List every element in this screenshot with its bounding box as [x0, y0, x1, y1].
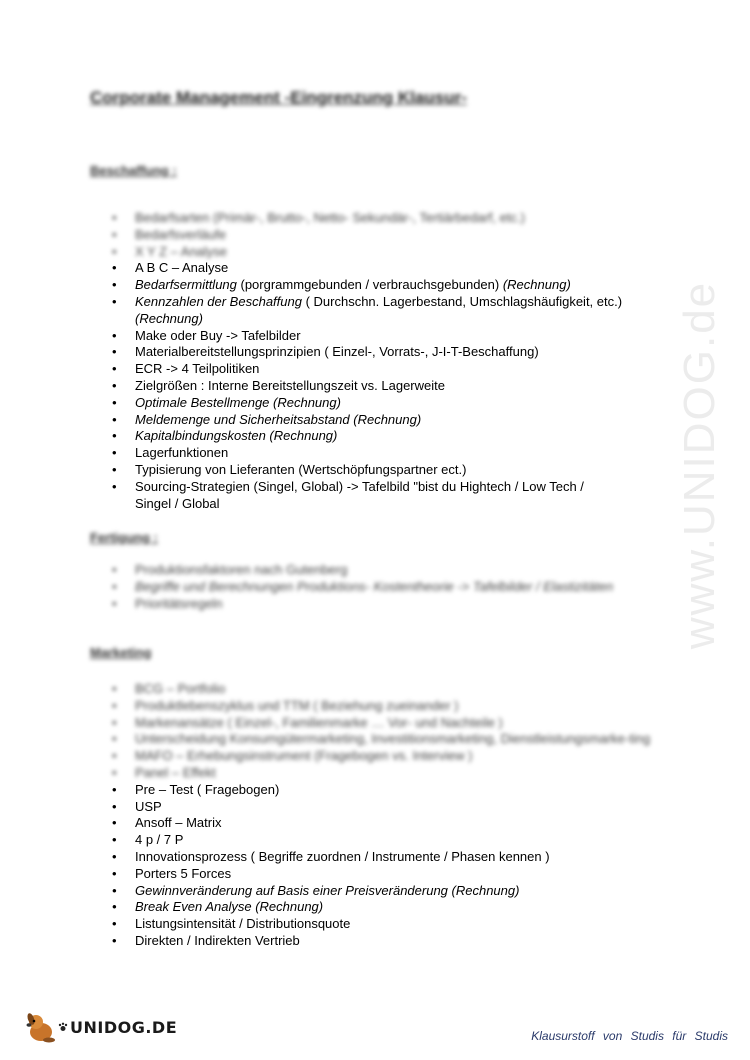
list-item: • Gewinnveränderung auf Basis einer Preisveränderung (Rechnung) — [90, 883, 710, 900]
list-item: • Listungsintensität / Distributionsquote — [90, 916, 710, 933]
list-item: • Prioritätsregeln — [90, 596, 710, 613]
list-item: • Break Even Analyse (Rechnung) — [90, 899, 710, 916]
list-item: • X Y Z – Analyse — [90, 244, 710, 261]
list-item: • Meldemenge und Sicherheitsabstand (Rechnung) — [90, 412, 710, 429]
list-item: • A B C – Analyse — [90, 260, 710, 277]
list-item: • Sourcing-Strategien (Singel, Global) -> Tafelbild "bist du Hightech / Low Tech / Singel / Global — [90, 479, 710, 513]
section-heading-fertigung: Fertigung : — [90, 530, 158, 545]
list-item: • Produktlebenszyklus und TTM ( Beziehung zueinander ) — [90, 698, 710, 715]
list-item-detail: ( Durchschn. Lagerbestand, Umschlagshäufigkeit, etc.) — [301, 293, 623, 309]
list-item: • Typisierung von Lieferanten (Wertschöpfungspartner ect.) — [90, 462, 710, 479]
marketing-list — [90, 681, 710, 950]
list-item: • Panel – Effekt — [90, 765, 710, 782]
list-item: • Unterscheidung Konsumgütermarketing, Investitionsmarketing, Dienstleistungsmarke-ting — [90, 731, 710, 748]
section-heading-marketing: Marketing — [90, 645, 152, 660]
list-item: • Markenansätze ( Einzel-, Familienmarke … Vor- und Nachteile ) — [90, 715, 710, 732]
list-item: • Bedarfsverläufe — [90, 227, 710, 244]
list-item-detail: (porgrammgebunden / verbrauchsgebunden) — [236, 277, 503, 293]
list-item: • Lagerfunktionen — [90, 445, 710, 462]
list-item: • Innovationsprozess ( Begriffe zuordnen / Instrumente / Phasen kennen ) — [90, 849, 710, 866]
list-item: • Zielgrößen : Interne Bereitstellungszeit vs. Lagerweite — [90, 378, 710, 395]
logo-text: UNIDOG.DE — [70, 1017, 178, 1037]
beschaffung-list — [90, 210, 710, 512]
list-item-note: (Rechnung) — [135, 310, 203, 326]
list-item: • Bedarfsarten (Primär-, Brutto-, Netto- Sekundär-, Tertiärbedarf, etc.) — [90, 210, 710, 227]
unidog-logo — [24, 1010, 177, 1044]
list-item: • Begriffe und Berechnungen Produktions- Kostentheorie -> Tafelbilder / Elastizitäten — [90, 579, 710, 596]
list-item: • Make oder Buy -> Tafelbilder — [90, 328, 710, 345]
footer-tagline: Klausurstoff von Studis für Studis — [531, 1029, 728, 1043]
list-item: • Materialbereitstellungsprinzipien ( Einzel-, Vorrats-, J-I-T-Beschaffung) — [90, 344, 710, 361]
list-item: • ECR -> 4 Teilpolitiken — [90, 361, 710, 378]
list-item: • Direkten / Indirekten Vertrieb — [90, 933, 710, 950]
list-item: • USP — [90, 799, 710, 816]
list-item: • Produktionsfaktoren nach Gutenberg — [90, 562, 710, 579]
list-item-term: Kennzahlen der Beschaffung — [135, 293, 302, 309]
list-item: • Ansoff – Matrix — [90, 815, 710, 832]
watermark-text: www.UNIDOG.de — [675, 280, 724, 650]
list-item: • Porters 5 Forces — [90, 866, 710, 883]
list-item: • Pre – Test ( Fragebogen) — [90, 782, 710, 799]
section-heading-beschaffung: Beschaffung : — [90, 163, 177, 178]
list-item: • Kapitalbindungskosten (Rechnung) — [90, 428, 710, 445]
list-item — [90, 294, 710, 328]
list-item: • MAFO – Erhebungsinstrument (Fragebogen vs. Interview ) — [90, 748, 710, 765]
list-item-note: (Rechnung) — [502, 277, 571, 293]
dog-icon — [24, 1010, 58, 1044]
list-item: • Optimale Bestellmenge (Rechnung) — [90, 395, 710, 412]
fertigung-list — [90, 562, 710, 612]
list-item — [90, 277, 710, 294]
list-item: • 4 p / 7 P — [90, 832, 710, 849]
list-item-term: Bedarfsermittlung — [135, 277, 237, 293]
page-title: Corporate Management -Eingrenzung Klausur- — [90, 88, 467, 107]
paw-icon — [58, 1022, 68, 1032]
list-item: • BCG – Portfolio — [90, 681, 710, 698]
